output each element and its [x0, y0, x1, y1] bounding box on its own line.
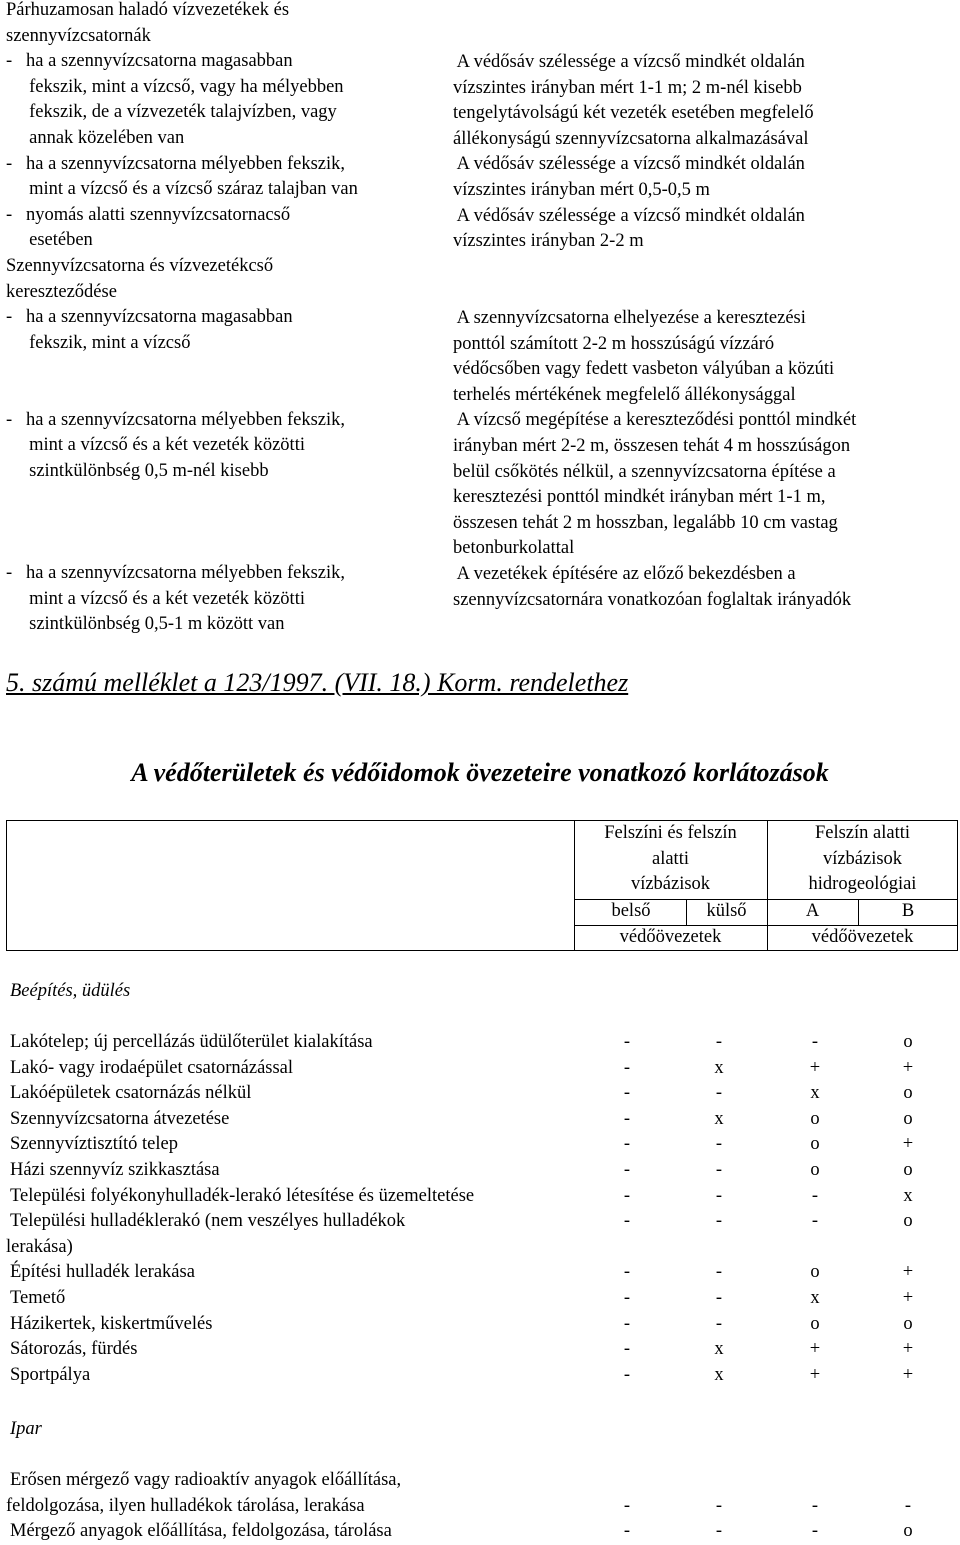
right-text-line: betonburkolattal — [453, 538, 575, 559]
table-cell: - — [811, 1211, 819, 1232]
table-cell: - — [623, 1032, 631, 1052]
row-label: Települési folyékonyhulladék-lerakó létesítése és üzemeltetése — [10, 1185, 475, 1206]
table-cell: - — [715, 1521, 723, 1542]
right-text-line: A védősáv szélessége a vízcső mindkét oldalán — [453, 52, 805, 72]
left-text-line — [6, 356, 451, 382]
table-cell: o — [810, 1160, 820, 1180]
sub-belso: belső — [611, 901, 651, 921]
right-text-line: vízszintes irányban 2-2 m — [453, 231, 644, 252]
table-cell: - — [715, 1134, 723, 1155]
table-cell: + — [902, 1339, 914, 1360]
left-text-line: - ha a szennyvízcsatorna mélyebben fekszik, — [6, 409, 346, 430]
table-cell: - — [623, 1262, 631, 1283]
right-text-block — [453, 306, 958, 613]
table-title: A védőterületek és védőidomok övezeteire vonatkozó korlátozások — [131, 758, 829, 787]
left-text-line — [6, 535, 451, 561]
table-cell: - — [623, 1339, 631, 1360]
sub-kulso: külső — [706, 901, 747, 921]
row-label-continuation: lerakása) — [6, 1236, 73, 1257]
table-cell: x — [714, 1108, 724, 1129]
left-text-line — [6, 382, 451, 408]
row-label-continuation: feldolgozása, ilyen hulladékok tárolása, lerakása — [6, 1495, 365, 1516]
left-text-line: fekszik, de a vízvezeték talajvízben, vagy — [6, 102, 337, 123]
right-text-line: szennyvízcsatornára vonatkozóan foglaltak irányadók — [453, 589, 852, 610]
table-cell: - — [715, 1160, 723, 1180]
table-cell: - — [715, 1185, 723, 1206]
table-cell: x — [810, 1083, 820, 1104]
table-cell: + — [902, 1134, 914, 1155]
row-label: Lakótelep; új percellázás üdülőterület kialakítása — [10, 1032, 373, 1052]
table-cell: o — [810, 1134, 820, 1155]
zone-label-2: védőövezetek — [811, 927, 914, 947]
right-text-line: A vízcső megépítése a kereszteződési ponttól mindkét — [453, 410, 857, 431]
row-label: Építési hulladék lerakása — [10, 1262, 195, 1283]
table-cell: - — [623, 1313, 631, 1334]
zone-label-1: védőövezetek — [619, 927, 722, 947]
row-label: Települési hulladéklerakó (nem veszélyes hulladékok — [10, 1211, 406, 1232]
row-label: Szennyvíztisztító telep — [10, 1134, 178, 1155]
left-text-line: Szennyvízcsatorna és vízvezetékcső — [6, 255, 274, 276]
table-cell: - — [623, 1083, 631, 1104]
left-text-line: szintkülönbség 0,5-1 m között van — [6, 614, 285, 635]
table-cell: - — [715, 1083, 723, 1104]
table-cell: o — [903, 1313, 913, 1334]
left-text-line: - nyomás alatti szennyvízcsatornacső — [6, 204, 291, 225]
row-label: Lakóépületek csatornázás nélkül — [10, 1083, 252, 1104]
table-cell: - — [715, 1288, 723, 1308]
left-text-line: szennyvízcsatornák — [6, 25, 151, 46]
table-cell: x — [714, 1364, 724, 1385]
table-cell: - — [715, 1032, 723, 1052]
table-cell: x — [714, 1057, 724, 1078]
table-cell: - — [715, 1211, 723, 1232]
left-text-line: mint a vízcső és a vízcső száraz talajban van — [6, 179, 358, 200]
table-cell: - — [623, 1108, 631, 1129]
table-cell: - — [811, 1032, 819, 1052]
right-text-line: A vezetékek építésére az előző bekezdésben a — [453, 563, 796, 584]
right-text-line: ponttól számított 2-2 m hosszúságú vízzáró — [453, 333, 775, 354]
right-text-line: vízszintes irányban mért 1-1 m; 2 m-nél kisebb — [453, 77, 802, 98]
table-cell: o — [903, 1211, 913, 1232]
left-text-line: mint a vízcső és a két vezeték közötti — [6, 588, 305, 609]
left-text-line: - ha a szennyvízcsatorna mélyebben fekszik, — [6, 153, 346, 174]
left-text-line: szintkülönbség 0,5 m-nél kisebb — [6, 460, 269, 481]
table-cell: + — [809, 1057, 821, 1078]
row-label: Erősen mérgező vagy radioaktív anyagok előállítása, — [10, 1470, 402, 1490]
col-group-2-label: Felszín alatti vízbázisok hidrogeológiai — [808, 823, 917, 895]
left-text-line: fekszik, mint a vízcső, vagy ha mélyebben — [6, 76, 344, 97]
table-cell: - — [623, 1288, 631, 1308]
left-text-line: kereszteződése — [6, 281, 117, 302]
table-cell: x — [714, 1339, 724, 1360]
left-text-line: fekszik, mint a vízcső — [6, 332, 191, 353]
row-label: Mérgező anyagok előállítása, feldolgozása, tárolása — [10, 1521, 392, 1542]
table-cell: - — [623, 1160, 631, 1180]
table-cell: - — [623, 1364, 631, 1385]
category-beepites: Beépítés, üdülés — [10, 981, 131, 1001]
table-cell: o — [903, 1032, 913, 1052]
table-cell: + — [902, 1364, 914, 1385]
left-text-line — [6, 484, 451, 510]
left-text-line: - ha a szennyvízcsatorna magasabban — [6, 51, 293, 72]
table-cell: o — [810, 1262, 820, 1283]
table-cell: - — [811, 1521, 819, 1542]
table-cell: o — [903, 1521, 913, 1542]
left-text-line: Párhuzamosan haladó vízvezetékek és — [6, 0, 290, 20]
left-text-line: - ha a szennyvízcsatorna magasabban — [6, 307, 293, 328]
row-label: Szennyvízcsatorna átvezetése — [10, 1108, 230, 1129]
left-text-line — [6, 510, 451, 536]
right-text-line: irányban mért 2-2 m, összesen tehát 4 m hosszúságon — [453, 435, 851, 456]
right-text-line: keresztezési ponttól mindkét irányban mért 1-1 m, — [453, 487, 826, 508]
table-cell: + — [809, 1364, 821, 1385]
right-text-line: tengelytávolságú két vezeték esetében megfelelő — [453, 103, 814, 124]
table-cell: - — [623, 1057, 631, 1078]
table-cell: - — [811, 1185, 819, 1206]
row-label: Sátorozás, fürdés — [10, 1339, 138, 1360]
row-label: Temető — [10, 1288, 66, 1308]
table-cell: + — [902, 1288, 914, 1308]
annex-heading: 5. számú melléklet a 123/1997. (VII. 18.) Korm. rendelethez — [6, 668, 629, 697]
right-text-line: vízszintes irányban mért 0,5-0,5 m — [453, 179, 710, 200]
right-text-line: terhelés mértékének megfelelő állékonysággal — [453, 384, 796, 405]
left-text-line: esetében — [6, 230, 93, 251]
table-cell: o — [903, 1108, 913, 1129]
table-cell: - — [623, 1521, 631, 1542]
table-cell: - — [623, 1495, 631, 1516]
table-cell: - — [715, 1313, 723, 1334]
table-cell: - — [904, 1495, 912, 1516]
right-text-line: belül csőkötés nélkül, a szennyvízcsatorna építése a — [453, 461, 836, 482]
right-text-line: A szennyvízcsatorna elhelyezése a keresztezési — [453, 308, 806, 328]
table-cell: - — [623, 1134, 631, 1155]
row-label: Házi szennyvíz szikkasztása — [10, 1160, 220, 1180]
table-cell: x — [810, 1288, 820, 1308]
table-cell: + — [902, 1057, 914, 1078]
left-text-line: - ha a szennyvízcsatorna mélyebben fekszik, — [6, 563, 346, 584]
header-left-border — [6, 820, 7, 951]
right-text-line: védőcsőben vagy fedett vasbeton vályúban a közúti — [453, 359, 835, 380]
table-cell: - — [715, 1495, 723, 1516]
right-text-line: összesen tehát 2 m hosszban, legalább 10 cm vastag — [453, 512, 838, 533]
table-cell: + — [809, 1339, 821, 1360]
right-text-block — [453, 50, 958, 255]
col-group-1-label: Felszíni és felszín alatti vízbázisok — [604, 823, 737, 895]
right-text-line: A védősáv szélessége a vízcső mindkét oldalán — [453, 205, 805, 226]
table-cell: + — [902, 1262, 914, 1283]
left-column — [6, 0, 451, 638]
category-ipar: Ipar — [10, 1419, 42, 1439]
table-cell: o — [903, 1083, 913, 1104]
table-cell: o — [810, 1313, 820, 1334]
table-cell: x — [903, 1185, 913, 1206]
row-label: Lakó- vagy irodaépület csatornázással — [10, 1057, 294, 1078]
sub-b: B — [901, 901, 915, 921]
left-text-line: annak közelében van — [6, 127, 185, 148]
row-label: Sportpálya — [10, 1364, 91, 1385]
table-cell: o — [903, 1160, 913, 1180]
left-text-line: mint a vízcső és a két vezeték közötti — [6, 435, 305, 456]
sub-a: A — [805, 901, 820, 921]
row-label: Házikertek, kiskertművelés — [10, 1313, 213, 1334]
table-cell: - — [715, 1262, 723, 1283]
table-cell: - — [623, 1211, 631, 1232]
table-cell: o — [810, 1108, 820, 1129]
right-text-line: állékonyságú szennyvízcsatorna alkalmazásával — [453, 128, 809, 149]
table-cell: - — [623, 1185, 631, 1206]
right-text-line: A védősáv szélessége a vízcső mindkét oldalán — [453, 154, 805, 175]
table-cell: - — [811, 1495, 819, 1516]
